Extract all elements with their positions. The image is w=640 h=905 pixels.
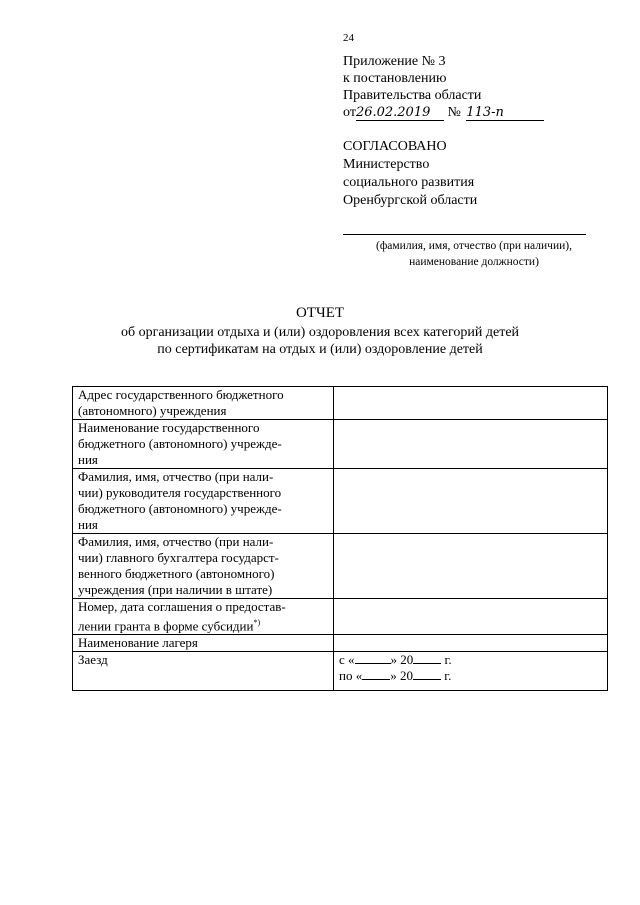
arrival-dates-cell (334, 652, 608, 691)
institution-name-value-cell[interactable] (334, 420, 608, 469)
table-row (73, 652, 608, 691)
agreement-value-cell[interactable] (334, 599, 608, 635)
row-label: Наименование лагеря (73, 635, 334, 652)
appendix-date-number (343, 104, 544, 121)
table-row (73, 635, 608, 652)
ministry-line3: Оренбургской области (343, 193, 478, 208)
row-label: Номер, дата соглашения о предостав- лении гранта в форме субсидии*) (73, 599, 334, 635)
address-value-cell[interactable] (334, 387, 608, 420)
signature-caption (343, 238, 605, 270)
signature-caption-line2: наименование должности) (409, 256, 539, 268)
director-name-value-cell[interactable] (334, 469, 608, 534)
date-prefix: от (343, 105, 356, 120)
handwritten-date: 26.02.2019 (356, 105, 444, 121)
footnote-mark: *) (253, 618, 261, 627)
page-number: 24 (343, 32, 354, 44)
year-blank[interactable] (413, 652, 441, 664)
appendix-title: Приложение № 3 (343, 54, 446, 69)
row-label: Наименование государственного бюджетного (автономного) учрежде- ния (73, 420, 334, 469)
appendix-authority: Правительства области (343, 88, 482, 103)
day-blank[interactable] (355, 652, 391, 664)
arrival-from-line: с « » 20 г. (339, 652, 452, 668)
agreed-heading: СОГЛАСОВАНО (343, 139, 447, 154)
row-label: Заезд (73, 652, 334, 691)
table-row (73, 599, 608, 635)
ministry-line2: социального развития (343, 175, 475, 190)
table-row (73, 387, 608, 420)
day-blank[interactable] (362, 668, 390, 680)
number-prefix: № (447, 105, 461, 120)
table-row (73, 534, 608, 599)
camp-name-value-cell[interactable] (334, 635, 608, 652)
year-blank[interactable] (413, 668, 441, 680)
row-label: Фамилия, имя, отчество (при нали- чии) руководителя государственного бюджетного (автономного) учрежде- ния (73, 469, 334, 534)
signature-caption-line1: (фамилия, имя, отчество (при наличии), (376, 240, 572, 252)
row-label: Адрес государственного бюджетного (автономного) учреждения (73, 387, 334, 420)
handwritten-number: 113-п (466, 105, 544, 121)
appendix-reference: к постановлению (343, 71, 447, 86)
report-subtitle-line1: об организации отдыха и (или) оздоровления всех категорий детей (120, 325, 520, 340)
accountant-name-value-cell[interactable] (334, 534, 608, 599)
report-subtitle-line2: по сертификатам на отдых и (или) оздоровление детей (157, 342, 483, 357)
table-row (73, 469, 608, 534)
report-title: ОТЧЕТ (295, 305, 345, 321)
arrival-to-line: по « » 20 г. (339, 668, 452, 684)
report-form-table (72, 386, 608, 691)
row-label: Фамилия, имя, отчество (при нали- чии) главного бухгалтера государст- венного бюджетного (автономного) учреждения (при наличии в штате) (73, 534, 334, 599)
ministry-line1: Министерство (343, 157, 430, 172)
table-row (73, 420, 608, 469)
signature-line (343, 234, 586, 235)
